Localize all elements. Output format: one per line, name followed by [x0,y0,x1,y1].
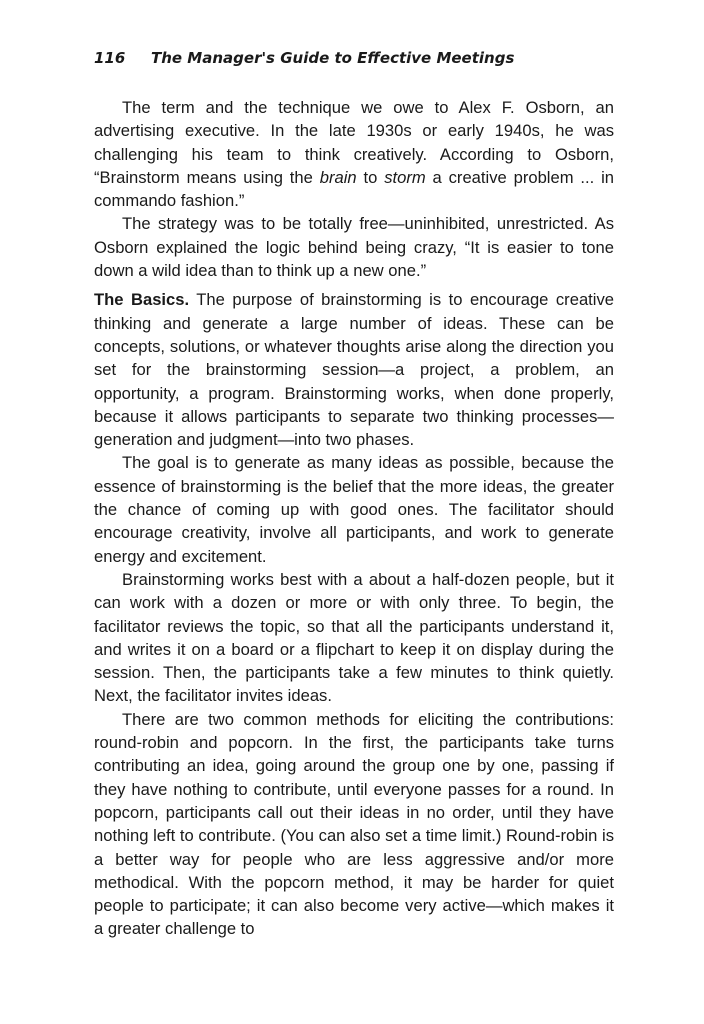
paragraph-methods: There are two common methods for eliciting the contributions: round-robin and popcorn. In the first, the participants take turns contributing an idea, going around the group one by one, passing if they have nothing to contribute, until everyone passes for a round. In popcorn, participants call out their ideas in no order, until they have nothing left to contribute. (You can also set a time limit.) Round-robin is a better way for people who are less aggressive and/or more methodical. With the popcorn method, it may be harder for quiet people to participate; it can also become very active—which makes it a greater challenge to [94,709,614,939]
text-run: to [356,167,385,187]
text-run: a creative problem ... in commando fashion.” [94,167,615,211]
paragraph-strategy: The strategy was to be totally free—uninhibited, unrestricted. As Osborn explained the logic behind being crazy, “It is easier to tone down a wild idea than to think up a new one.” [94,214,614,281]
book-title: The Manager's Guide to Effective Meetings [151,49,515,67]
body-text [94,96,614,941]
section-heading-basics: The Basics. [94,290,190,310]
italic-word-storm: storm [384,167,426,187]
italic-word-brain: brain [319,167,357,187]
paragraph-group-size: Brainstorming works best with a about a half-dozen people, but it can work with a dozen or more or with only three. To begin, the facilitator reviews the topic, so that all the participants understand it, and writes it on a board or a flipchart to keep it on display during the session. Then, the participants take a few minutes to think quietly. Next, the facilitator invites ideas. [94,569,614,706]
page-number: 116 [94,49,126,67]
paragraph-goal: The goal is to generate as many ideas as possible, because the essence of brainstorming is the belief that the more ideas, the greater the chance of coming up with good ones. The facilitator should encourage creativity, involve all participants, and work to generate energy and excitement. [94,453,614,566]
text-run: The purpose of brainstorming is to encourage creative thinking and generate a large number of ideas. These can be concepts, solutions, or whatever thoughts arise along the direction you set for the brainstorming session—a project, a problem, an opportunity, a program. Brainstorming works, when done properly, because it allows participants to separate two thinking processes—generation and judgment—into two phases. [94,290,614,450]
running-head [94,46,614,70]
paragraph-basics [94,288,614,451]
book-page [94,46,614,941]
text-run: The term and the technique we owe to Alex F. Osborn, an advertising executive. In the late 1930s or early 1940s, he was challenging his team to think creatively. According to Osborn, “Brainstorm means using the [94,98,614,187]
paragraph-osborn-intro [94,96,614,212]
